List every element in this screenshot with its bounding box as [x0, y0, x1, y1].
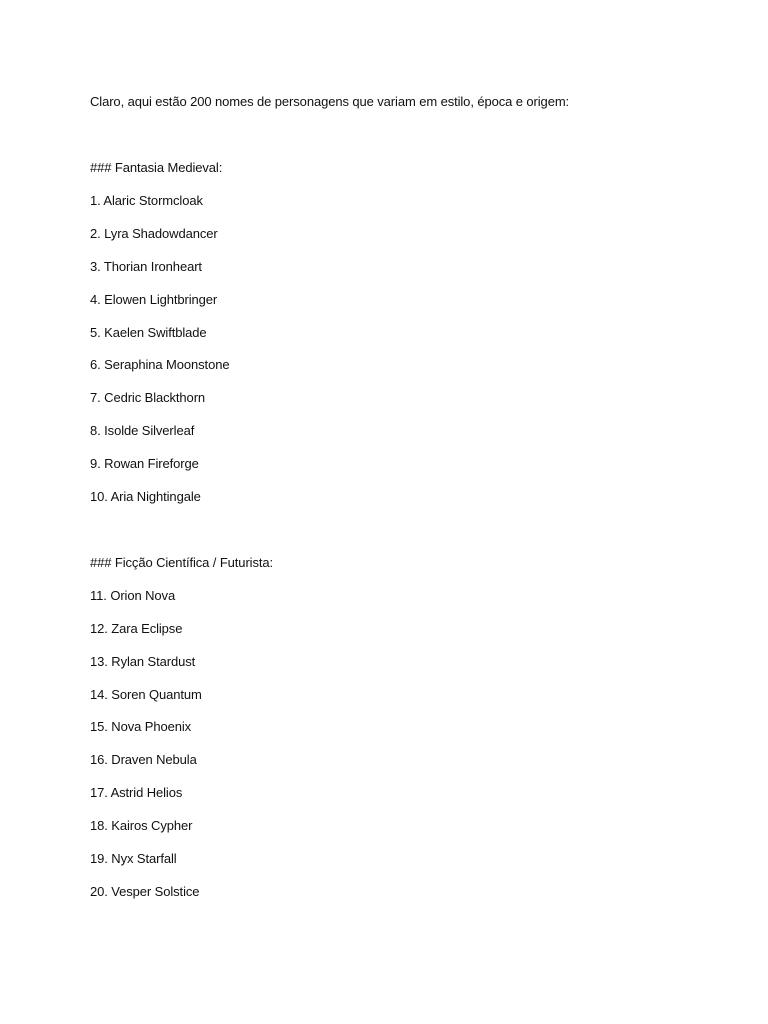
list-item: 9. Rowan Fireforge: [90, 456, 199, 471]
list-item: 19. Nyx Starfall: [90, 851, 177, 866]
list-item: 1. Alaric Stormcloak: [90, 193, 203, 208]
list-item: 14. Soren Quantum: [90, 687, 202, 702]
list-item: 13. Rylan Stardust: [90, 654, 196, 669]
list-item: 5. Kaelen Swiftblade: [90, 325, 207, 340]
list-item: 8. Isolde Silverleaf: [90, 423, 195, 438]
list-item: 4. Elowen Lightbringer: [90, 292, 218, 307]
list-item: 11. Orion Nova: [90, 588, 176, 603]
list-item: 12. Zara Eclipse: [90, 621, 183, 636]
list-item: 15. Nova Phoenix: [90, 719, 192, 734]
list-item: 10. Aria Nightingale: [90, 489, 201, 504]
list-item: 20. Vesper Solstice: [90, 884, 200, 899]
section-heading-scifi: ### Ficção Científica / Futurista:: [90, 555, 274, 570]
list-item: 18. Kairos Cypher: [90, 818, 193, 833]
list-item: 7. Cedric Blackthorn: [90, 390, 206, 405]
list-item: 2. Lyra Shadowdancer: [90, 226, 218, 241]
section-heading-fantasy: ### Fantasia Medieval:: [90, 160, 223, 175]
list-item: 16. Draven Nebula: [90, 752, 197, 767]
list-item: 17. Astrid Helios: [90, 785, 183, 800]
list-item: 6. Seraphina Moonstone: [90, 357, 230, 372]
list-item: 3. Thorian Ironheart: [90, 259, 202, 274]
intro-paragraph: Claro, aqui estão 200 nomes de personagens que variam em estilo, época e origem:: [90, 94, 570, 109]
